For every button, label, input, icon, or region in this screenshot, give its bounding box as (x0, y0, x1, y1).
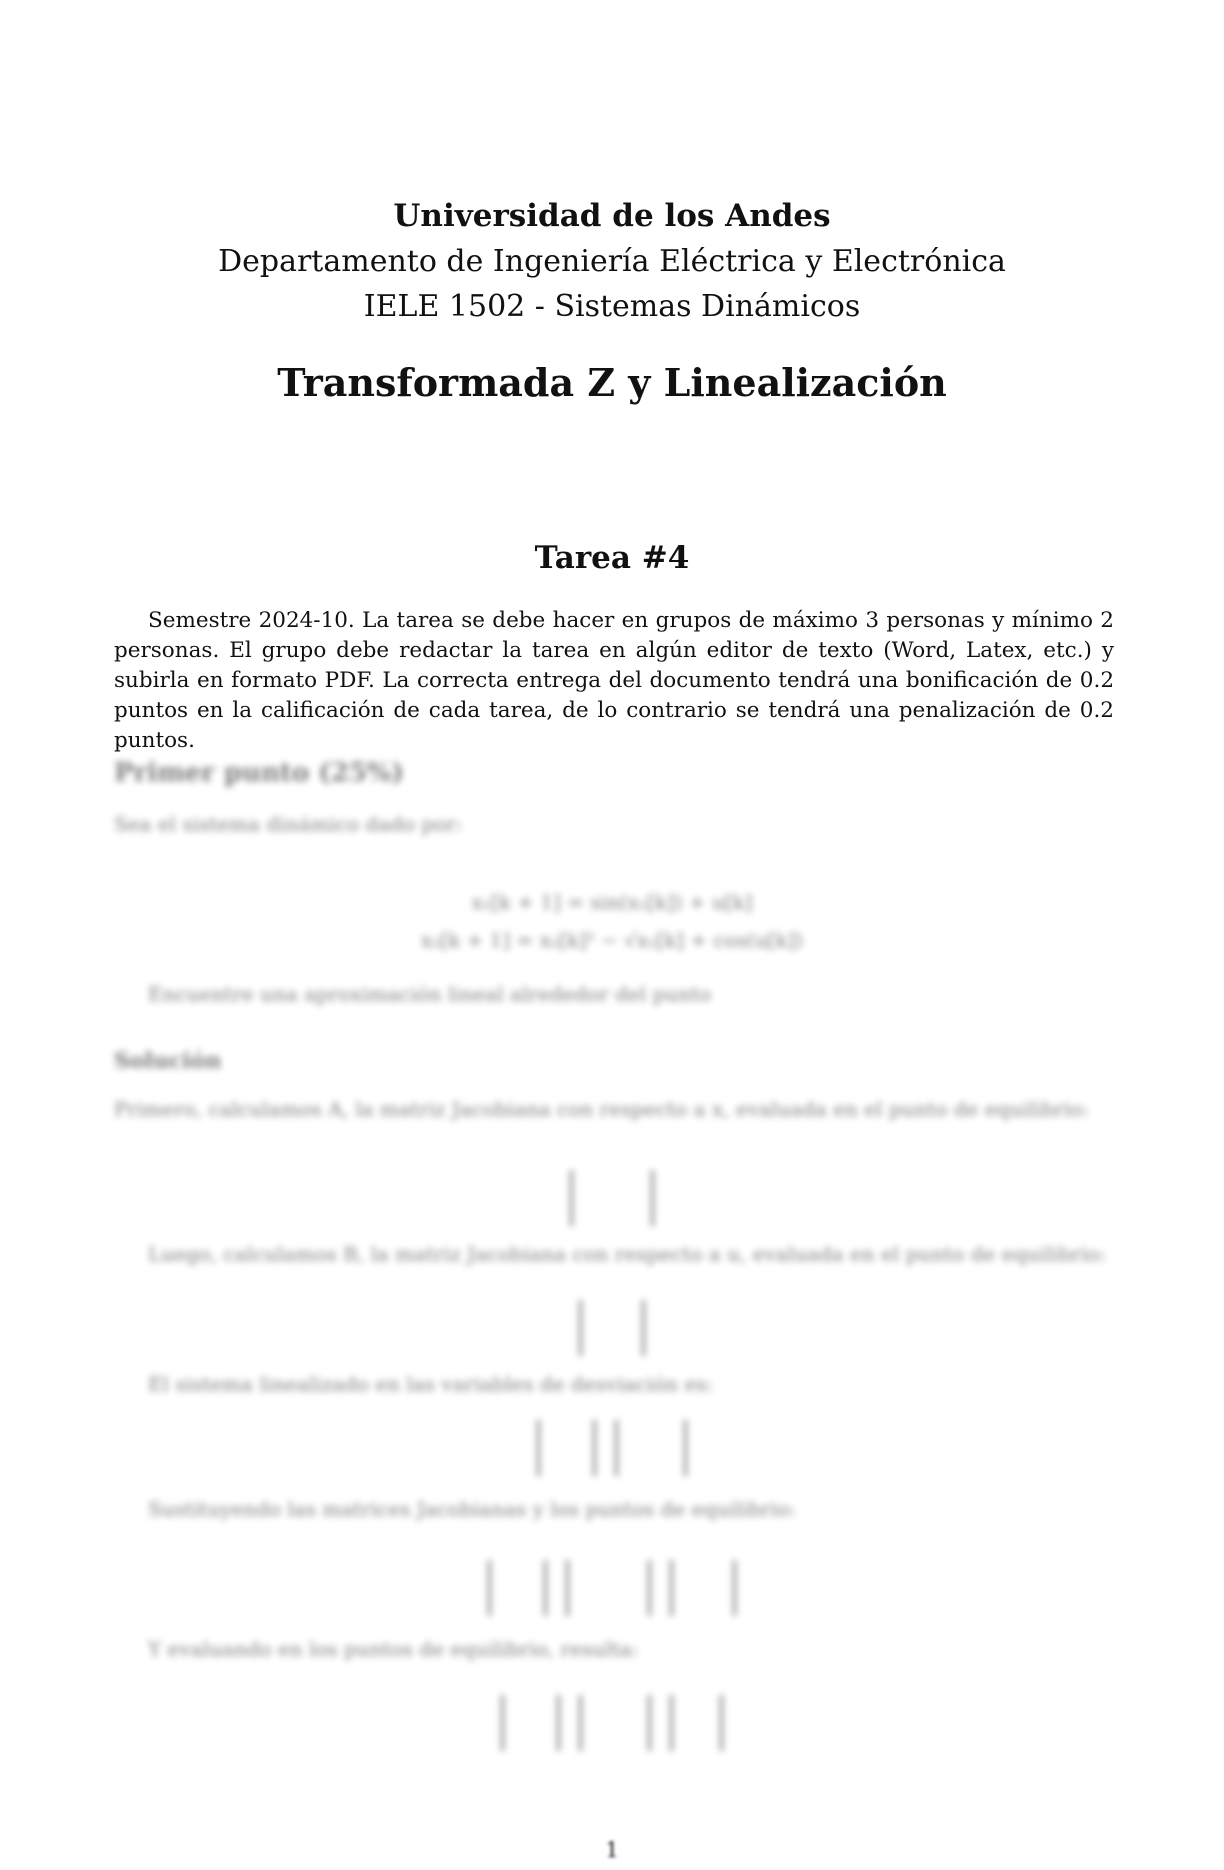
paragraph: Sea el sistema dinámico dado por: (114, 812, 463, 836)
matrix-equation (0, 1695, 1224, 1751)
matrix-equation (0, 1560, 1224, 1616)
blurred-content (0, 700, 1224, 1800)
document-title: Transformada Z y Linealización (277, 360, 947, 405)
intro-paragraph: Semestre 2024-10. La tarea se debe hacer en grupos de máximo 3 personas y mínimo 2 personas. El grupo debe redactar la tarea en algún editor de texto (Word, Latex, etc.) y subirla en formato PDF. La correcta entrega del documento tendrá una bonificación de 0.2 puntos en la calificación de cada tarea, de lo contrario se tendrá una penalización de 0.2 puntos. (114, 608, 1114, 753)
assignment-heading: Tarea #4 (534, 540, 690, 576)
matrix-equation (0, 1170, 1224, 1226)
equation: x₂[k + 1] = x₂[k]² − √x₁[k] + cos(u[k]) (420, 928, 804, 952)
university-name: Universidad de los Andes (393, 198, 831, 234)
matrix-equation (0, 1300, 1224, 1356)
section-heading: Primer punto (25%) (114, 758, 404, 788)
solution-heading: Solución (114, 1048, 222, 1074)
matrix-equation (0, 1420, 1224, 1476)
course-name: IELE 1502 - Sistemas Dinámicos (363, 289, 861, 324)
page-number: 1 (605, 1838, 619, 1862)
paragraph: Luego, calculamos B, la matriz Jacobiana con respecto a u, evaluada en el punto de equilibrio: (148, 1242, 1106, 1266)
paragraph: Y evaluando en los puntos de equilibrio, resulta: (148, 1637, 639, 1661)
paragraph: Encuentre una aproximación lineal alrededor del punto (148, 982, 712, 1006)
paragraph: Sustituyendo las matrices Jacobianas y los puntos de equilibrio: (148, 1497, 796, 1521)
equation: x₁[k + 1] = sin(x₁[k]) + u[k] (471, 890, 753, 914)
paragraph: Primero, calculamos A, la matriz Jacobiana con respecto a x, evaluada en el punto de equilibrio: (114, 1097, 1090, 1121)
department-name: Departamento de Ingeniería Eléctrica y Electrónica (218, 244, 1006, 279)
paragraph: El sistema linealizado en las variables de desviación es: (148, 1372, 714, 1396)
